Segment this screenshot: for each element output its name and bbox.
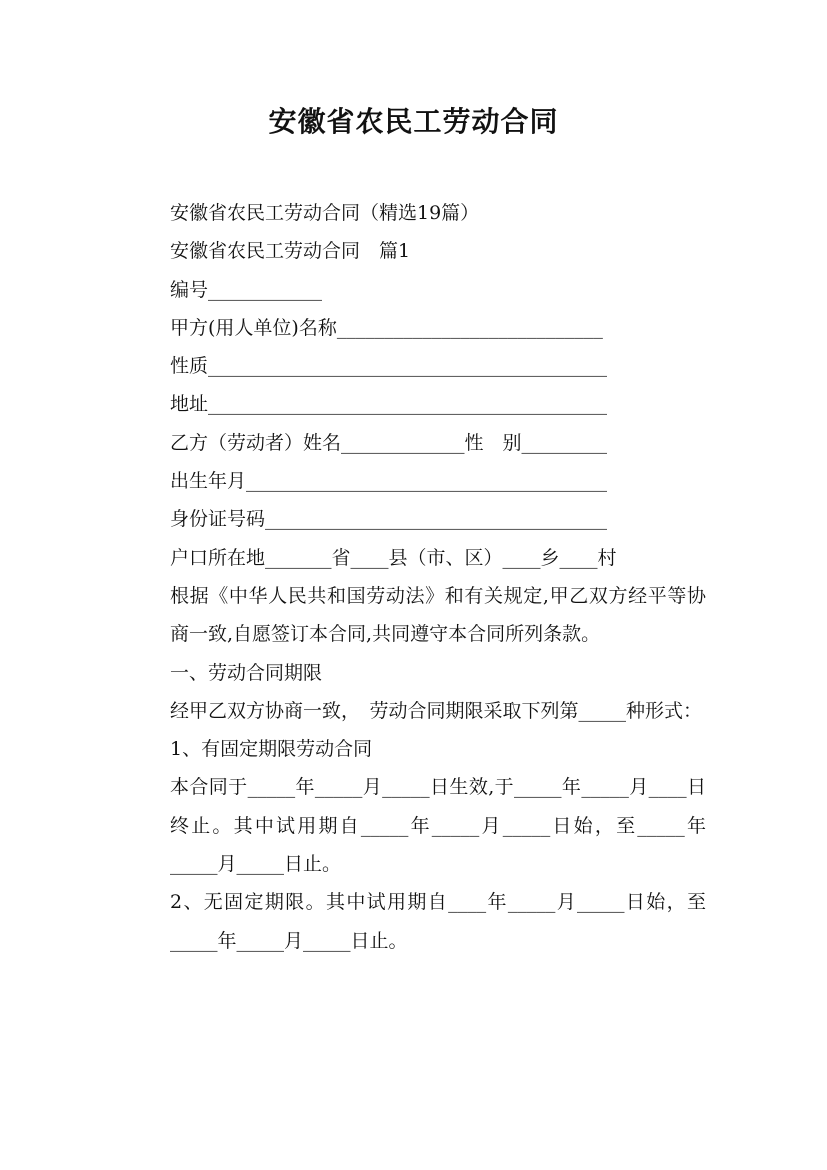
field-number: 编号____________ [170, 278, 323, 301]
subtitle-line: 安徽省农民工劳动合同（精选19篇） [170, 202, 480, 224]
open-term-paragraph: 2、无固定期限。其中试用期自____年_____月_____日始，至_____年_____月_____日止。 [170, 891, 706, 952]
section-heading: 安徽省农民工劳动合同 篇1 [170, 240, 411, 263]
fixed-term-heading: 1、有固定期限劳动合同 [170, 738, 373, 761]
field-party-b-name-gender: 乙方（劳动者）姓名_____________性 别_________ [170, 431, 608, 454]
document-title: 安徽省农民工劳动合同 [268, 105, 559, 138]
fixed-term-paragraph: 本合同于_____年_____月_____日生效,于_____年_____月____日终止。其中试用期自_____年_____月_____日始，至_____年_____月_____日止。 [170, 776, 706, 876]
field-address: 地址__________________________________________ [170, 393, 608, 416]
field-household-registration: 户口所在地_______省____县（市、区）____乡____村 [170, 546, 617, 569]
field-id-number: 身份证号码____________________________________ [170, 508, 608, 531]
preamble-paragraph: 根据《中华人民共和国劳动法》和有关规定,甲乙双方经平等协商一致,自愿签订本合同,共同遵守本合同所列条款。 [170, 584, 706, 646]
term-form-paragraph: 经甲乙双方协商一致， 劳动合同期限采取下列第_____种形式： [170, 699, 703, 722]
field-party-a-name: 甲方(用人单位)名称____________________________ [170, 316, 603, 339]
document-body [126, 194, 706, 960]
field-nature: 性质__________________________________________ [170, 355, 608, 378]
field-birth-date: 出生年月______________________________________ [170, 470, 608, 493]
clause-heading-term: 一、劳动合同期限 [170, 661, 323, 684]
